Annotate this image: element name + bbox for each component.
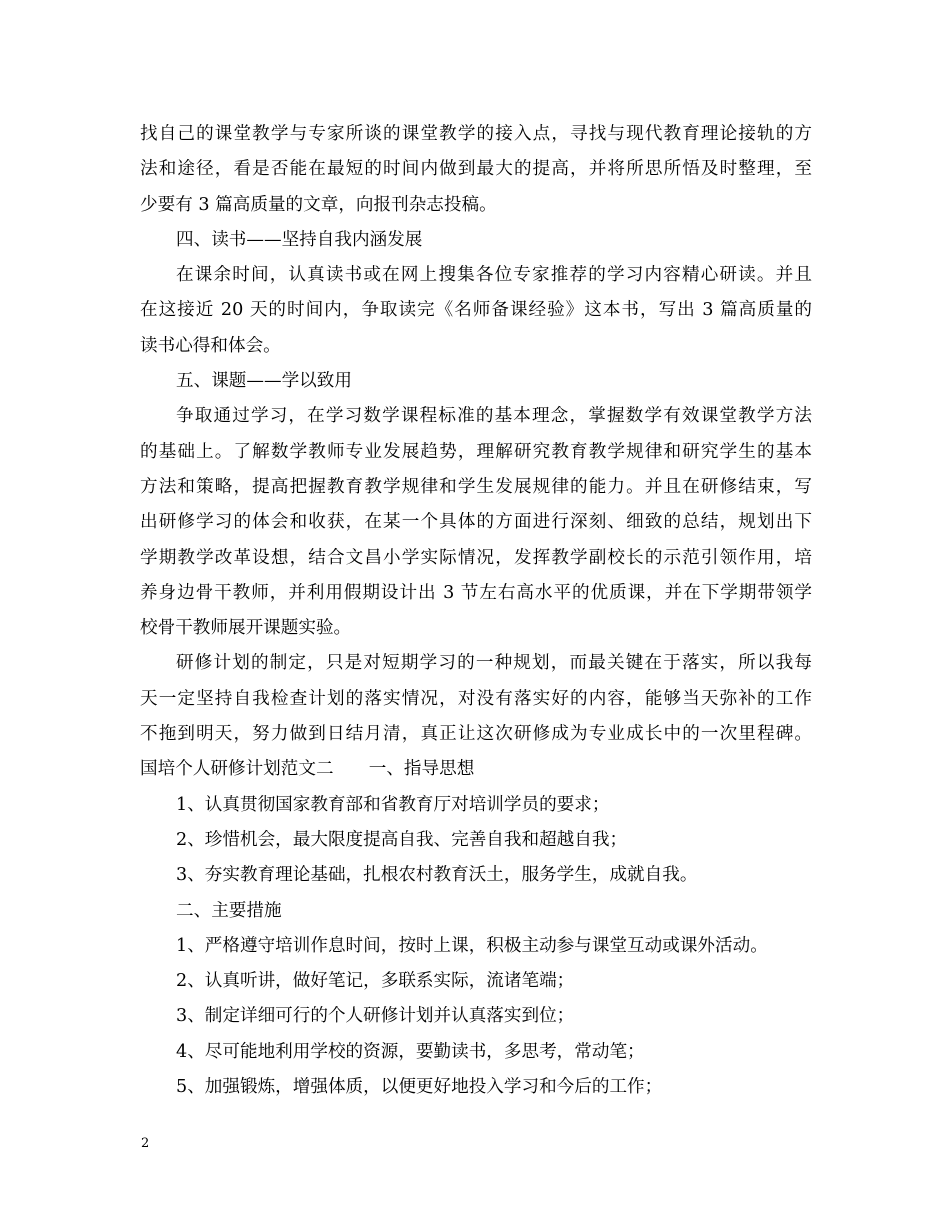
- list-item: 3、制定详细可行的个人研修计划并认真落实到位；: [176, 1006, 575, 1027]
- text-line: 养身边骨干教师，并利用假期设计出 3 节左右高水平的优质课，并在下学期带领学: [140, 582, 812, 603]
- section-heading-research-topic: 五、课题——学以致用: [176, 371, 352, 392]
- list-item: 5、加强锻炼，增强体质，以便更好地投入学习和今后的工作；: [176, 1077, 663, 1098]
- section-heading-reading: 四、读书——坚持自我内涵发展: [176, 229, 423, 250]
- text-line: 争取通过学习，在学习数学课程标准的基本理念，掌握数学有效课堂教学方法: [176, 406, 812, 427]
- list-item: 2、认真听讲，做好笔记，多联系实际，流诸笔端；: [176, 971, 575, 992]
- section-heading-main-measures: 二、主要措施: [176, 900, 282, 921]
- text-line: 天一定坚持自我检查计划的落实情况，对没有落实好的内容，能够当天弥补的工作: [140, 688, 812, 709]
- text-line: 法和途径，看是否能在最短的时间内做到最大的提高，并将所思所悟及时整理，至: [140, 159, 812, 180]
- sample-two-heading: 国培个人研修计划范文二 一、指导思想: [140, 759, 475, 780]
- text-line: 研修计划的制定，只是对短期学习的一种规划，而最关键在于落实，所以我每: [176, 653, 812, 674]
- list-item: 3、夯实教育理论基础，扎根农村教育沃土，服务学生，成就自我。: [176, 865, 698, 886]
- text-line: 出研修学习的体会和收获，在某一个具体的方面进行深刻、细致的总结，规划出下: [140, 512, 812, 533]
- list-item: 1、认真贯彻国家教育部和省教育厅对培训学员的要求；: [176, 794, 610, 815]
- text-line: 的基础上。了解数学教师专业发展趋势，理解研究教育教学规律和研究学生的基本: [140, 441, 812, 462]
- text-line: 少要有 3 篇高质量的文章，向报刊杂志投稿。: [140, 194, 497, 215]
- text-line: 找自己的课堂教学与专家所谈的课堂教学的接入点，寻找与现代教育理论接轨的方: [140, 124, 812, 144]
- text-line: 在这接近 20 天的时间内，争取读完《名师备课经验》这本书，写出 3 篇高质量的: [140, 300, 812, 321]
- document-body: [140, 117, 812, 1105]
- list-item: 4、尽可能地利用学校的资源，要勤读书，多思考，常动笔；: [176, 1041, 645, 1062]
- text-line: 读书心得和体会。: [140, 335, 281, 356]
- text-line: 校骨干教师展开课题实验。: [140, 618, 352, 639]
- list-item: 2、珍惜机会，最大限度提高自我、完善自我和超越自我；: [176, 829, 628, 850]
- text-line: 在课余时间，认真读书或在网上搜集各位专家推荐的学习内容精心研读。并且: [176, 265, 812, 286]
- page-number: 2: [141, 1136, 150, 1151]
- list-item: 1、严格遵守培训作息时间，按时上课，积极主动参与课堂互动或课外活动。: [176, 935, 768, 956]
- text-line: 学期教学改革设想，结合文昌小学实际情况，发挥教学副校长的示范引领作用，培: [140, 547, 812, 568]
- text-line: 方法和策略，提高把握教育教学规律和学生发展规律的能力。并且在研修结束，写: [140, 476, 812, 497]
- text-line: 不拖到明天，努力做到日结月清，真正让这次研修成为专业成长中的一次里程碑。: [140, 724, 812, 745]
